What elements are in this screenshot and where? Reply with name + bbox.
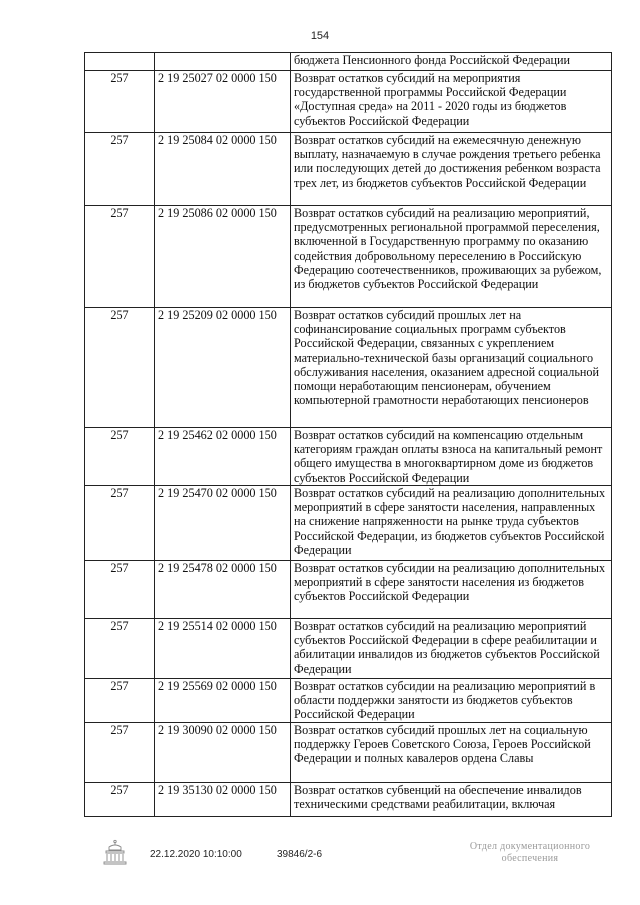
description-cell: Возврат остатков субсидий прошлых лет на социальную поддержку Героев Советского Союза, Героев Российской Федерации и полных кавалеров ордена Славы	[291, 723, 612, 783]
admin-code-cell: 257	[85, 486, 155, 561]
table-row	[85, 53, 612, 71]
budget-code-cell: 2 19 25470 02 0000 150	[155, 486, 291, 561]
admin-code-cell: 257	[85, 561, 155, 619]
budget-code-cell: 2 19 25084 02 0000 150	[155, 133, 291, 206]
description-cell: Возврат остатков субсидии на реализацию мероприятий в области поддержки занятости из бюджетов субъектов Российской Федерации	[291, 679, 612, 723]
department-stamp	[450, 841, 610, 865]
budget-code-cell: 2 19 25462 02 0000 150	[155, 428, 291, 486]
page-number: 154	[310, 30, 330, 42]
footer-document-number: 39846/2-6	[277, 849, 323, 860]
budget-code-cell	[155, 53, 291, 71]
description-cell: Возврат остатков субсидии на реализацию дополнительных мероприятий в сфере занятости населения из бюджетов субъектов Российской Федерации	[291, 561, 612, 619]
budget-code-cell: 2 19 25478 02 0000 150	[155, 561, 291, 619]
budget-code-cell: 2 19 25086 02 0000 150	[155, 206, 291, 308]
admin-code-cell: 257	[85, 723, 155, 783]
admin-code-cell: 257	[85, 428, 155, 486]
admin-code-cell: 257	[85, 71, 155, 133]
table-row	[85, 206, 612, 308]
table-row	[85, 561, 612, 619]
state-emblem-icon	[100, 839, 130, 868]
admin-code-cell: 257	[85, 308, 155, 428]
table-row	[85, 428, 612, 486]
admin-code-cell: 257	[85, 679, 155, 723]
page-footer	[0, 841, 640, 887]
budget-code-cell: 2 19 25569 02 0000 150	[155, 679, 291, 723]
description-cell: Возврат остатков субсидий на реализацию мероприятий, предусмотренных региональной программой переселения, включенной в Государственную программу по оказанию содействия добровольному переселению в Российскую Федерацию соотечественников, проживающих за рубежом, из бюджетов субъектов Российской Федерации	[291, 206, 612, 308]
admin-code-cell	[85, 53, 155, 71]
table-row	[85, 783, 612, 817]
table-row	[85, 679, 612, 723]
description-cell: Возврат остатков субвенций на обеспечение инвалидов техническими средствами реабилитации, включая	[291, 783, 612, 817]
budget-code-cell: 2 19 25514 02 0000 150	[155, 619, 291, 679]
description-cell: Возврат остатков субсидий на ежемесячную денежную выплату, назначаемую в случае рождения третьего ребенка или последующих детей до достижения ребенком возраста трех лет, из бюджетов субъектов Российской Федерации	[291, 133, 612, 206]
document-table	[84, 52, 612, 817]
table-row	[85, 133, 612, 206]
description-cell: Возврат остатков субсидий на реализацию дополнительных мероприятий в сфере занятости населения, направленных на снижение напряженности на рынке труда субъектов Российской Федерации, из бюджетов субъектов Российской Федерации	[291, 486, 612, 561]
table-row	[85, 723, 612, 783]
budget-code-cell: 2 19 25027 02 0000 150	[155, 71, 291, 133]
admin-code-cell: 257	[85, 783, 155, 817]
description-cell: бюджета Пенсионного фонда Российской Федерации	[291, 53, 612, 71]
table-row	[85, 308, 612, 428]
admin-code-cell: 257	[85, 133, 155, 206]
table-row	[85, 619, 612, 679]
admin-code-cell: 257	[85, 206, 155, 308]
description-cell: Возврат остатков субсидий на мероприятия государственной программы Российской Федерации «Доступная среда» на 2011 - 2020 годы из бюджетов субъектов Российской Федерации	[291, 71, 612, 133]
budget-code-cell: 2 19 35130 02 0000 150	[155, 783, 291, 817]
description-cell: Возврат остатков субсидий прошлых лет на софинансирование социальных программ субъектов Российской Федерации, связанных с укреплением материально-технической базы организаций социального обслуживания населения, оказанием адресной социальной помощи неработающим пенсионерам, обучением компьютерной грамотности неработающих пенсионеров	[291, 308, 612, 428]
stamp-line-1: Отдел документационного	[469, 841, 591, 852]
budget-code-cell: 2 19 25209 02 0000 150	[155, 308, 291, 428]
table-row	[85, 486, 612, 561]
stamp-line-2: обеспечения	[501, 853, 559, 864]
description-cell: Возврат остатков субсидий на компенсацию отдельным категориям граждан оплаты взноса на капитальный ремонт общего имущества в многоквартирном доме из бюджетов субъектов Российской Федерации	[291, 428, 612, 486]
budget-code-cell: 2 19 30090 02 0000 150	[155, 723, 291, 783]
footer-timestamp: 22.12.2020 10:10:00	[150, 849, 242, 860]
admin-code-cell: 257	[85, 619, 155, 679]
table-row	[85, 71, 612, 133]
description-cell: Возврат остатков субсидий на реализацию мероприятий субъектов Российской Федерации в сфере реабилитации и абилитации инвалидов из бюджетов субъектов Российской Федерации	[291, 619, 612, 679]
